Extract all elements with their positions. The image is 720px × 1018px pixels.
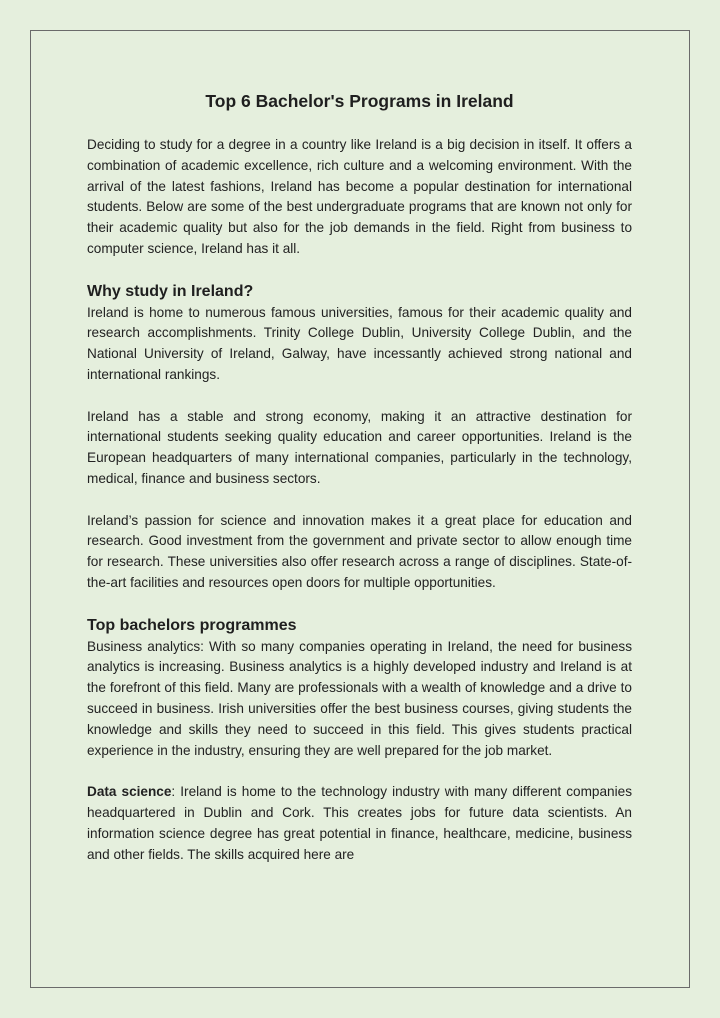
data-science-text: : Ireland is home to the technology industry with many different companies headquartered in Dublin and Cork. This creates jobs for future data scientists. An information science degree has great potential in finance, healthcare, medicine, business and other fields. The skills acquired here are (87, 784, 632, 862)
programmes-heading: Top bachelors programmes (87, 616, 297, 634)
why-paragraph-3: Ireland’s passion for science and innovation makes it a great place for education and research. Good investment from the government and private sector to allow enough time for research. These universities also offer research across a range of disciplines. State-of-the-art facilities and resources open doors for multiple opportunities. (87, 512, 632, 590)
why-paragraph-2: Ireland has a stable and strong economy, making it an attractive destination for international students seeking quality education and career opportunities. Ireland is the European headquarters of many international companies, particularly in the technology, medical, finance and business sectors. (87, 408, 632, 486)
why-paragraph-1: Ireland is home to numerous famous universities, famous for their academic quality and research accomplishments. Trinity College Dublin, University College Dublin, and the National University of Ireland, Galway, have incessantly achieved strong national and international rankings. (87, 304, 632, 382)
data-science-paragraph (87, 782, 632, 865)
page-title: Top 6 Bachelor's Programs in Ireland (205, 91, 514, 111)
intro-paragraph: Deciding to study for a degree in a country like Ireland is a big decision in itself. It offers a combination of academic excellence, rich culture and a welcoming environment. With the arrival of the latest fashions, Ireland has become a popular destination for international students. Below are some of the best undergraduate programs that are known not only for their academic quality but also for the job demands in the field. Right from business to computer science, Ireland has it all. (87, 137, 632, 256)
business-analytics-paragraph: Business analytics: With so many companies operating in Ireland, the need for business analytics is increasing. Business analytics is a highly developed industry and Ireland is at the forefront of this field. Many are professionals with a wealth of knowledge and a drive to succeed in business. Irish universities offer the best business courses, giving students the knowledge and skills they need to succeed in this field. This gives students practical experience in the industry, ensuring they are well prepared for the job market. (87, 638, 632, 758)
why-heading: Why study in Ireland? (87, 282, 254, 300)
data-science-label: Data science (87, 784, 172, 800)
document-body (87, 89, 632, 865)
